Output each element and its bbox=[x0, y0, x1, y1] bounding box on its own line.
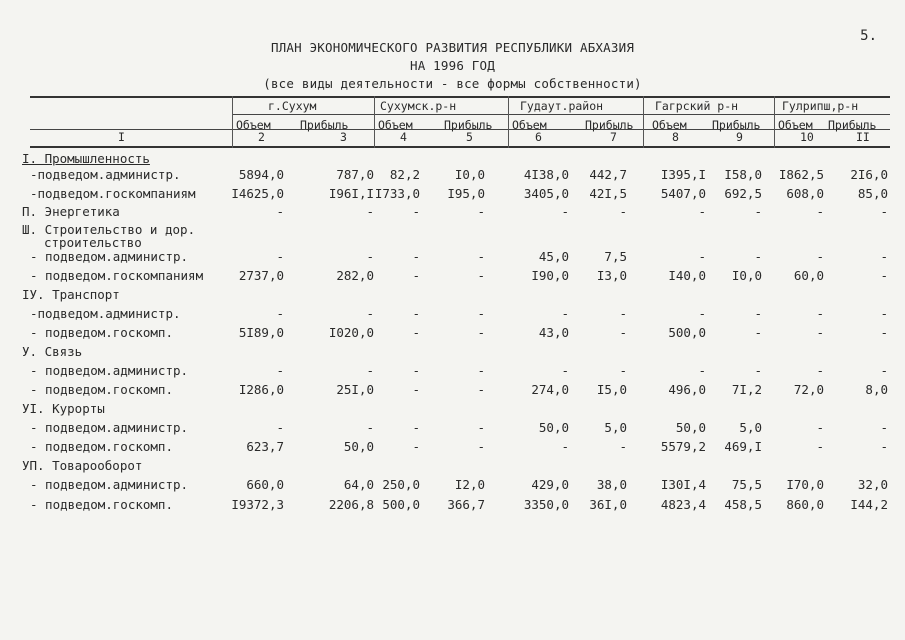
table-cell: 2I6,0 bbox=[850, 167, 888, 182]
table-cell: 72,0 bbox=[793, 382, 824, 397]
table-cell: 85,0 bbox=[857, 186, 888, 201]
column-divider bbox=[374, 96, 375, 148]
table-cell: - bbox=[561, 439, 569, 454]
table-cell: 458,5 bbox=[724, 497, 762, 512]
table-cell: 5,0 bbox=[604, 420, 627, 435]
table-cell: 38,0 bbox=[596, 477, 627, 492]
document-subtitle-scope: (все виды деятельности - все формы собственности) bbox=[263, 76, 642, 91]
table-cell: I30I,4 bbox=[660, 477, 706, 492]
table-cell: I2,0 bbox=[454, 477, 485, 492]
column-number: 10 bbox=[800, 130, 814, 144]
page-number: 5. bbox=[860, 28, 877, 44]
table-cell: - bbox=[366, 249, 374, 264]
table-cell: - bbox=[698, 249, 706, 264]
row-label: - подведом.администр. bbox=[30, 249, 189, 264]
table-cell: 429,0 bbox=[531, 477, 569, 492]
table-cell: - bbox=[880, 268, 888, 283]
table-cell: I733,0 bbox=[374, 186, 420, 201]
column-number: 4 bbox=[400, 130, 407, 144]
table-cell: 282,0 bbox=[336, 268, 374, 283]
region-header: Гулрипш,р-н bbox=[782, 99, 859, 113]
row-label: строительство bbox=[44, 235, 142, 250]
table-cell: - bbox=[477, 382, 485, 397]
table-cell: - bbox=[412, 306, 420, 321]
volume-header: Объем bbox=[378, 118, 413, 132]
column-number: 3 bbox=[340, 130, 347, 144]
table-cell: 250,0 bbox=[382, 477, 420, 492]
table-cell: 32,0 bbox=[857, 477, 888, 492]
table-cell: - bbox=[880, 363, 888, 378]
table-cell: I95,0 bbox=[447, 186, 485, 201]
table-cell: - bbox=[880, 306, 888, 321]
table-cell: - bbox=[754, 363, 762, 378]
table-cell: - bbox=[816, 363, 824, 378]
column-number: 8 bbox=[672, 130, 679, 144]
row-label: - подведом.администр. bbox=[30, 420, 189, 435]
table-cell: - bbox=[477, 306, 485, 321]
row-label: - подведом.госкомп. bbox=[30, 439, 173, 454]
table-cell: 5894,0 bbox=[238, 167, 284, 182]
table-cell: - bbox=[880, 325, 888, 340]
section-heading: Ш. Строительство и дор. bbox=[22, 222, 196, 237]
table-cell: 3350,0 bbox=[523, 497, 569, 512]
table-cell: 25I,0 bbox=[336, 382, 374, 397]
table-cell: - bbox=[366, 363, 374, 378]
profit-header: Прибыль bbox=[585, 118, 634, 132]
table-cell: 42I,5 bbox=[589, 186, 627, 201]
table-cell: 75,5 bbox=[731, 477, 762, 492]
table-cell: 5407,0 bbox=[660, 186, 706, 201]
table-cell: - bbox=[880, 249, 888, 264]
table-cell: - bbox=[561, 363, 569, 378]
table-cell: - bbox=[276, 204, 284, 219]
region-header-rule bbox=[232, 114, 890, 115]
table-cell: - bbox=[412, 439, 420, 454]
table-row bbox=[0, 477, 905, 493]
profit-header: Прибыль bbox=[712, 118, 761, 132]
table-cell: I5,0 bbox=[596, 382, 627, 397]
table-cell: 45,0 bbox=[538, 249, 569, 264]
table-row bbox=[0, 439, 905, 455]
table-cell: - bbox=[754, 306, 762, 321]
table-top-rule bbox=[30, 96, 890, 98]
table-row bbox=[0, 249, 905, 265]
row-label: - подведом.госкомп. bbox=[30, 382, 173, 397]
table-cell: 692,5 bbox=[724, 186, 762, 201]
table-cell: 7,5 bbox=[604, 249, 627, 264]
table-cell: - bbox=[754, 249, 762, 264]
table-cell: - bbox=[754, 204, 762, 219]
section-heading: IУ. Транспорт bbox=[22, 287, 120, 302]
table-cell: I70,0 bbox=[786, 477, 824, 492]
table-cell: - bbox=[880, 420, 888, 435]
table-cell: 623,7 bbox=[246, 439, 284, 454]
table-cell: - bbox=[619, 439, 627, 454]
table-cell: 4823,4 bbox=[660, 497, 706, 512]
table-cell: - bbox=[816, 249, 824, 264]
column-divider bbox=[774, 96, 775, 148]
table-row bbox=[0, 167, 905, 183]
table-cell: I44,2 bbox=[850, 497, 888, 512]
table-cell: 50,0 bbox=[538, 420, 569, 435]
table-cell: I286,0 bbox=[238, 382, 284, 397]
table-cell: - bbox=[477, 439, 485, 454]
table-cell: - bbox=[366, 420, 374, 435]
volume-header: Объем bbox=[652, 118, 687, 132]
section-heading: П. Энергетика bbox=[22, 204, 120, 219]
region-header: Гагрский р-н bbox=[655, 99, 739, 113]
row-label: -подведом.администр. bbox=[30, 306, 181, 321]
column-divider bbox=[508, 96, 509, 148]
table-cell: - bbox=[816, 439, 824, 454]
table-cell: - bbox=[477, 268, 485, 283]
column-number: 9 bbox=[736, 130, 743, 144]
table-cell: 2737,0 bbox=[238, 268, 284, 283]
table-cell: - bbox=[412, 268, 420, 283]
table-cell: I96I,I bbox=[328, 186, 374, 201]
table-cell: 4I38,0 bbox=[523, 167, 569, 182]
section-heading: УП. Товарооборот bbox=[22, 458, 143, 473]
table-cell: 274,0 bbox=[531, 382, 569, 397]
row-label: - подведом.администр. bbox=[30, 477, 189, 492]
document-subtitle-year: НА 1996 ГОД bbox=[410, 58, 495, 73]
table-cell: - bbox=[561, 204, 569, 219]
table-cell: 860,0 bbox=[786, 497, 824, 512]
table-cell: 5,0 bbox=[739, 420, 762, 435]
table-cell: 64,0 bbox=[343, 477, 374, 492]
table-cell: 43,0 bbox=[538, 325, 569, 340]
row-label: - подведом.администр. bbox=[30, 363, 189, 378]
table-row bbox=[0, 306, 905, 322]
column-divider bbox=[643, 96, 644, 148]
table-header-bottom-rule bbox=[30, 146, 890, 148]
volume-header: Объем bbox=[236, 118, 271, 132]
table-cell: - bbox=[477, 204, 485, 219]
table-cell: I395,I bbox=[660, 167, 706, 182]
table-cell: 60,0 bbox=[793, 268, 824, 283]
table-cell: - bbox=[698, 306, 706, 321]
table-cell: - bbox=[276, 306, 284, 321]
table-cell: - bbox=[816, 325, 824, 340]
section-heading: У. Связь bbox=[22, 344, 83, 359]
document-title: ПЛАН ЭКОНОМИЧЕСКОГО РАЗВИТИЯ РЕСПУБЛИКИ АБХАЗИЯ bbox=[270, 40, 635, 55]
table-cell: - bbox=[412, 382, 420, 397]
table-row bbox=[0, 401, 905, 417]
table-cell: I0,0 bbox=[454, 167, 485, 182]
table-cell: 2206,8 bbox=[328, 497, 374, 512]
table-cell: - bbox=[412, 420, 420, 435]
table-cell: I020,0 bbox=[328, 325, 374, 340]
profit-header: Прибыль bbox=[828, 118, 877, 132]
table-cell: - bbox=[477, 325, 485, 340]
table-cell: 469,I bbox=[724, 439, 762, 454]
region-header: г.Сухум bbox=[268, 99, 317, 113]
row-label: - подведом.госкомп. bbox=[30, 497, 173, 512]
table-row bbox=[0, 151, 905, 167]
table-cell: - bbox=[698, 204, 706, 219]
table-cell: - bbox=[816, 204, 824, 219]
table-cell: - bbox=[477, 363, 485, 378]
table-cell: 82,2 bbox=[389, 167, 420, 182]
volume-header: Объем bbox=[778, 118, 813, 132]
section-heading: I. Промышленность bbox=[22, 151, 150, 166]
table-cell: I862,5 bbox=[778, 167, 824, 182]
table-row bbox=[0, 458, 905, 474]
table-cell: - bbox=[754, 325, 762, 340]
table-cell: - bbox=[619, 363, 627, 378]
table-cell: - bbox=[477, 249, 485, 264]
table-cell: I9372,3 bbox=[231, 497, 284, 512]
column-number: 6 bbox=[535, 130, 542, 144]
profit-header: Прибыль bbox=[300, 118, 349, 132]
volume-header: Объем bbox=[512, 118, 547, 132]
column-number: II bbox=[856, 130, 870, 144]
table-cell: I40,0 bbox=[668, 268, 706, 283]
table-cell: 8,0 bbox=[865, 382, 888, 397]
row-label: - подведом.госкомпаниям bbox=[30, 268, 204, 283]
table-cell: 442,7 bbox=[589, 167, 627, 182]
table-cell: - bbox=[619, 306, 627, 321]
table-cell: - bbox=[412, 325, 420, 340]
table-cell: - bbox=[276, 420, 284, 435]
table-cell: 608,0 bbox=[786, 186, 824, 201]
table-cell: 366,7 bbox=[447, 497, 485, 512]
table-cell: 3405,0 bbox=[523, 186, 569, 201]
table-cell: 500,0 bbox=[382, 497, 420, 512]
table-cell: 496,0 bbox=[668, 382, 706, 397]
table-cell: 500,0 bbox=[668, 325, 706, 340]
table-cell: - bbox=[276, 249, 284, 264]
table-cell: - bbox=[366, 306, 374, 321]
row-label: -подведом.госкомпаниям bbox=[30, 186, 196, 201]
table-cell: 787,0 bbox=[336, 167, 374, 182]
table-cell: - bbox=[561, 306, 569, 321]
table-cell: - bbox=[412, 249, 420, 264]
table-cell: I58,0 bbox=[724, 167, 762, 182]
table-cell: 50,0 bbox=[675, 420, 706, 435]
table-row bbox=[0, 344, 905, 360]
table-row bbox=[0, 268, 905, 284]
table-row bbox=[0, 204, 905, 220]
table-row bbox=[0, 363, 905, 379]
table-cell: 660,0 bbox=[246, 477, 284, 492]
table-cell: - bbox=[477, 420, 485, 435]
section-heading: УI. Курорты bbox=[22, 401, 105, 416]
table-cell: 36I,0 bbox=[589, 497, 627, 512]
table-row bbox=[0, 420, 905, 436]
table-row bbox=[0, 382, 905, 398]
table-cell: 5I89,0 bbox=[238, 325, 284, 340]
column-number: I bbox=[118, 130, 125, 144]
table-cell: - bbox=[880, 439, 888, 454]
region-header: Сухумск.р-н bbox=[380, 99, 457, 113]
table-cell: - bbox=[276, 363, 284, 378]
table-row bbox=[0, 325, 905, 341]
column-number: 5 bbox=[466, 130, 473, 144]
column-number: 7 bbox=[610, 130, 617, 144]
table-cell: - bbox=[816, 306, 824, 321]
table-cell: - bbox=[412, 204, 420, 219]
table-row bbox=[0, 287, 905, 303]
table-cell: I4625,0 bbox=[231, 186, 284, 201]
row-label: - подведом.госкомп. bbox=[30, 325, 173, 340]
table-cell: 5579,2 bbox=[660, 439, 706, 454]
table-cell: - bbox=[619, 325, 627, 340]
table-cell: - bbox=[698, 363, 706, 378]
table-cell: - bbox=[816, 420, 824, 435]
profit-header: Прибыль bbox=[444, 118, 493, 132]
table-cell: I90,0 bbox=[531, 268, 569, 283]
table-cell: - bbox=[880, 204, 888, 219]
table-row bbox=[0, 186, 905, 202]
table-cell: - bbox=[619, 204, 627, 219]
column-divider bbox=[232, 96, 233, 148]
table-cell: 7I,2 bbox=[731, 382, 762, 397]
table-cell: I0,0 bbox=[731, 268, 762, 283]
table-cell: I3,0 bbox=[596, 268, 627, 283]
column-number: 2 bbox=[258, 130, 265, 144]
region-header: Гудаут.район bbox=[520, 99, 604, 113]
table-cell: 50,0 bbox=[343, 439, 374, 454]
row-label: -подведом.администр. bbox=[30, 167, 181, 182]
table-cell: - bbox=[366, 204, 374, 219]
table-cell: - bbox=[412, 363, 420, 378]
table-row bbox=[0, 497, 905, 513]
